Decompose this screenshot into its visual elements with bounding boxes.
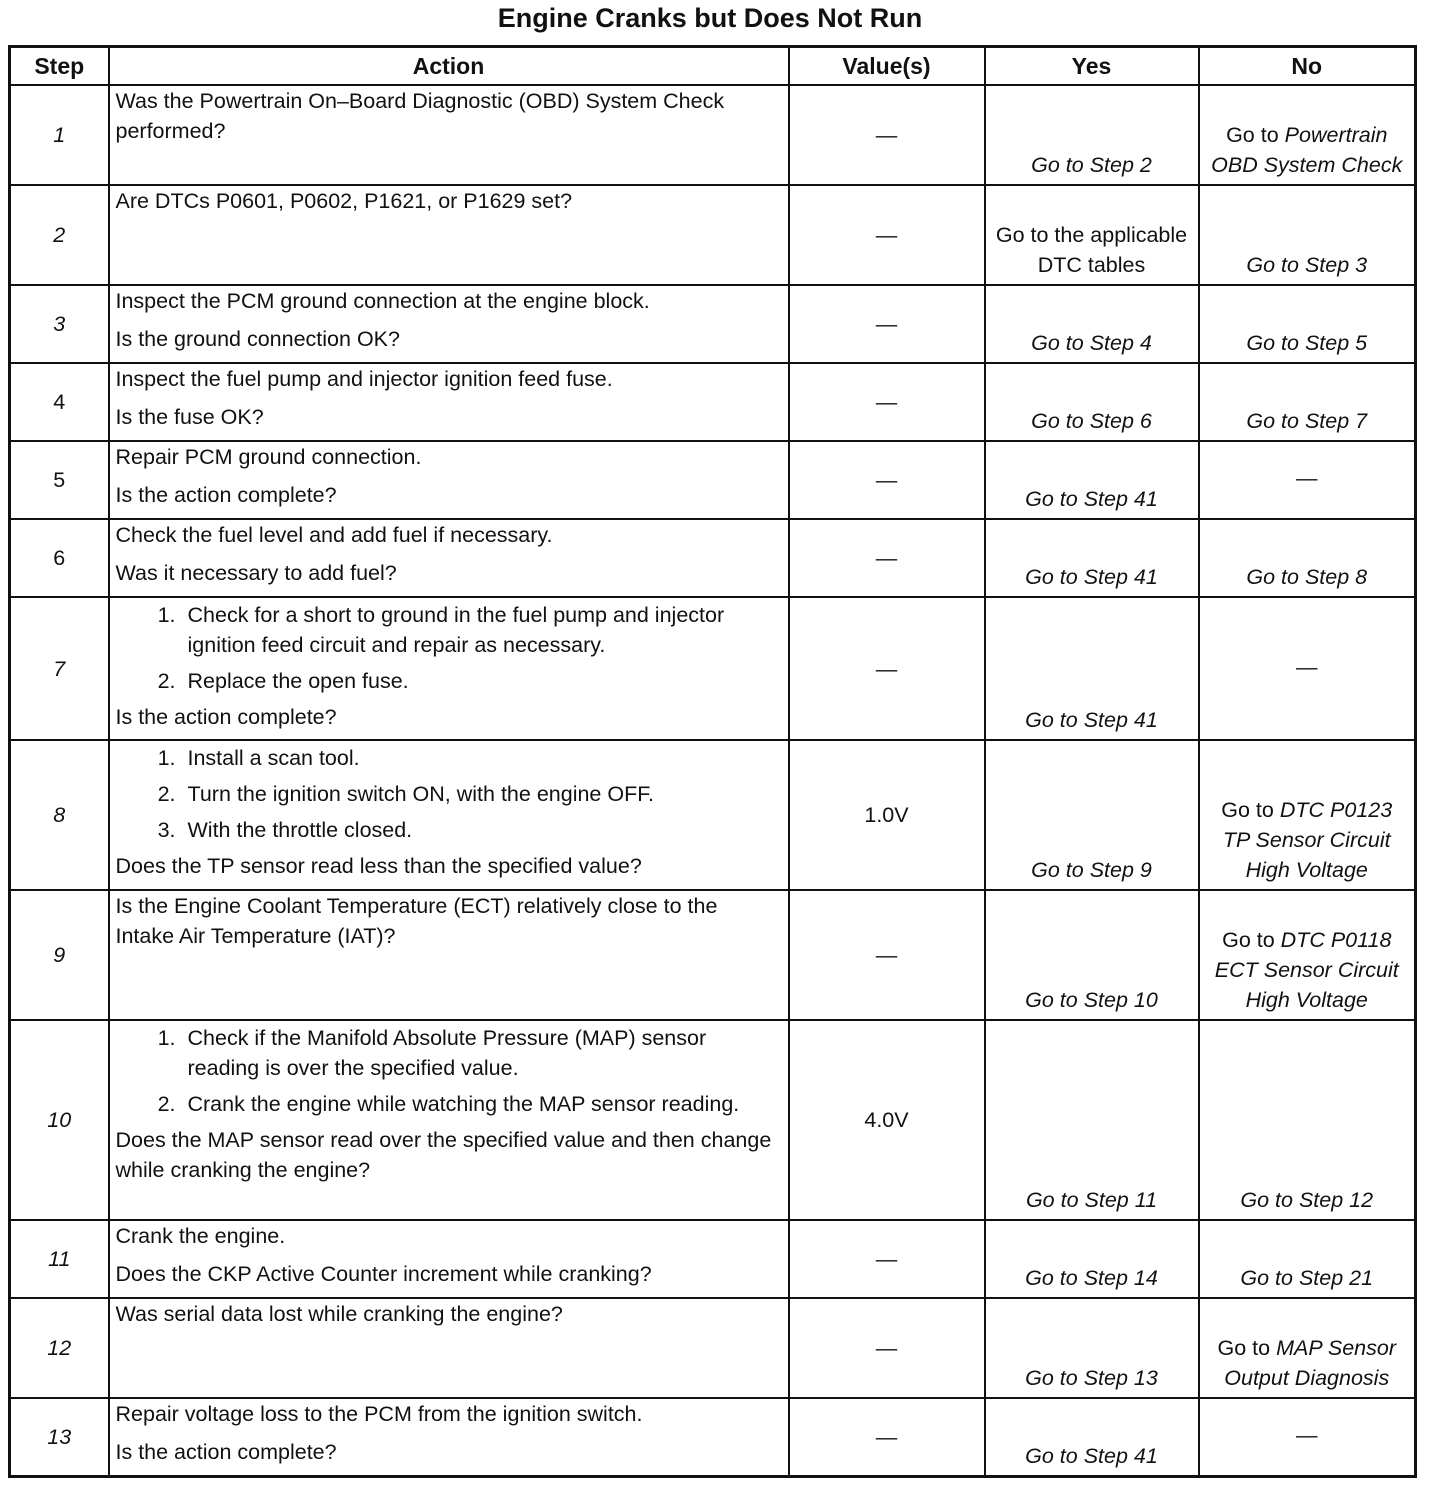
step-number: 3 <box>10 285 109 363</box>
action-question: Does the CKP Active Counter increment while cranking? <box>115 1262 652 1286</box>
list-item: 1. Install a scan tool. <box>182 743 782 773</box>
yes-cell: Go to Step 11 <box>985 1020 1199 1220</box>
action-instruction: Inspect the PCM ground connection at the engine block. <box>115 289 650 313</box>
value-cell: — <box>789 185 985 285</box>
value-cell: — <box>789 85 985 185</box>
step-number: 1 <box>10 85 109 185</box>
action-question: Is the Engine Coolant Temperature (ECT) relatively close to the Intake Air Temperature (IAT)? <box>115 894 718 948</box>
action-question: Does the TP sensor read less than the specified value? <box>115 854 642 878</box>
no-cell: Go to Step 12 <box>1199 1020 1416 1220</box>
header-row <box>10 47 1416 86</box>
action-question: Was the Powertrain On–Board Diagnostic (OBD) System Check performed? <box>115 89 725 143</box>
action-question: Was it necessary to add fuel? <box>115 561 397 585</box>
table-row <box>10 441 1416 519</box>
page-title: Engine Cranks but Does Not Run <box>497 3 923 33</box>
step-number: 9 <box>10 890 109 1020</box>
value-cell: — <box>789 285 985 363</box>
no-cell: Go to Step 21 <box>1199 1220 1416 1298</box>
no-prefix: Go to <box>1226 123 1279 147</box>
no-cell: — <box>1199 1398 1416 1476</box>
value-cell: — <box>789 890 985 1020</box>
header-action: Action <box>109 47 789 86</box>
no-cell: — <box>1199 597 1416 740</box>
step-number: 5 <box>10 441 109 519</box>
table-row <box>10 597 1416 740</box>
action-cell <box>109 185 789 285</box>
yes-cell: Go to Step 41 <box>985 519 1199 597</box>
value-cell: 4.0V <box>789 1020 985 1220</box>
no-target: DTC P0118 ECT Sensor Circuit High Voltage <box>1214 928 1399 1012</box>
action-question: Is the action complete? <box>115 1440 337 1464</box>
action-cell <box>109 1220 789 1298</box>
step-number: 10 <box>10 1020 109 1220</box>
header-step: Step <box>10 47 109 86</box>
list-item: 2. Crank the engine while watching the MAP sensor reading. <box>182 1089 782 1119</box>
table-row <box>10 1220 1416 1298</box>
no-cell: Go to Step 3 <box>1199 185 1416 285</box>
diagnostic-table <box>8 45 1417 1478</box>
action-cell <box>109 85 789 185</box>
value-cell: — <box>789 1398 985 1476</box>
yes-cell: Go to Step 4 <box>985 285 1199 363</box>
table-row <box>10 185 1416 285</box>
table-row <box>10 363 1416 441</box>
table-row <box>10 1298 1416 1398</box>
list-item: 1. Check for a short to ground in the fuel pump and injector ignition feed circuit and repair as necessary. <box>182 600 782 660</box>
value-cell: 1.0V <box>789 740 985 890</box>
no-target: Powertrain OBD System Check <box>1211 123 1403 177</box>
no-prefix: Go to <box>1217 1336 1271 1360</box>
action-instruction: Check the fuel level and add fuel if necessary. <box>115 523 553 547</box>
header-no: No <box>1199 47 1416 86</box>
list-item: 1. Check if the Manifold Absolute Pressure (MAP) sensor reading is over the specified value. <box>182 1023 782 1083</box>
value-cell: — <box>789 363 985 441</box>
no-cell: Go to Step 8 <box>1199 519 1416 597</box>
action-cell <box>109 441 789 519</box>
no-cell <box>1199 890 1416 1020</box>
action-instruction: Repair voltage loss to the PCM from the ignition switch. <box>115 1402 643 1426</box>
step-number: 12 <box>10 1298 109 1398</box>
no-cell: Go to Step 5 <box>1199 285 1416 363</box>
table-row <box>10 1398 1416 1476</box>
value-cell: — <box>789 597 985 740</box>
no-prefix: Go to <box>1221 798 1274 822</box>
step-number: 11 <box>10 1220 109 1298</box>
table-row <box>10 1020 1416 1220</box>
no-target: DTC P0123 TP Sensor Circuit High Voltage <box>1222 798 1393 882</box>
action-instruction: Repair PCM ground connection. <box>115 445 422 469</box>
table-row <box>10 85 1416 185</box>
action-instruction: Inspect the fuel pump and injector ignition feed fuse. <box>115 367 613 391</box>
action-instruction: Crank the engine. <box>115 1224 286 1248</box>
step-number: 6 <box>10 519 109 597</box>
action-cell <box>109 519 789 597</box>
action-cell <box>109 363 789 441</box>
yes-cell: Go to Step 41 <box>985 597 1199 740</box>
list-item: 2. Turn the ignition switch ON, with the engine OFF. <box>182 779 782 809</box>
yes-cell: Go to Step 9 <box>985 740 1199 890</box>
step-number: 8 <box>10 740 109 890</box>
action-question: Is the action complete? <box>115 483 337 507</box>
table-row <box>10 285 1416 363</box>
yes-cell: Go to Step 2 <box>985 85 1199 185</box>
no-cell <box>1199 740 1416 890</box>
table-row <box>10 890 1416 1020</box>
action-cell <box>109 740 789 890</box>
step-number: 7 <box>10 597 109 740</box>
table-row <box>10 740 1416 890</box>
action-question: Is the action complete? <box>115 705 337 729</box>
action-cell <box>109 285 789 363</box>
yes-cell: Go to Step 41 <box>985 441 1199 519</box>
action-question: Is the ground connection OK? <box>115 327 400 351</box>
action-question: Are DTCs P0601, P0602, P1621, or P1629 set? <box>115 189 573 213</box>
no-cell: Go to Step 7 <box>1199 363 1416 441</box>
header-yes: Yes <box>985 47 1199 86</box>
action-cell <box>109 1398 789 1476</box>
no-cell: — <box>1199 441 1416 519</box>
action-steps-list <box>116 1023 782 1119</box>
step-number: 2 <box>10 185 109 285</box>
action-steps-list <box>116 743 782 845</box>
list-item: 3. With the throttle closed. <box>182 815 782 845</box>
no-target: MAP Sensor Output Diagnosis <box>1224 1336 1396 1390</box>
no-cell <box>1199 85 1416 185</box>
step-number: 13 <box>10 1398 109 1476</box>
action-question: Was serial data lost while cranking the engine? <box>115 1302 563 1326</box>
no-cell <box>1199 1298 1416 1398</box>
value-cell: — <box>789 1220 985 1298</box>
action-question: Is the fuse OK? <box>115 405 264 429</box>
value-cell: — <box>789 441 985 519</box>
yes-cell: Go to Step 13 <box>985 1298 1199 1398</box>
no-prefix: Go to <box>1222 928 1275 952</box>
yes-cell: Go to Step 6 <box>985 363 1199 441</box>
yes-cell: Go to Step 10 <box>985 890 1199 1020</box>
action-cell <box>109 597 789 740</box>
action-cell <box>109 890 789 1020</box>
header-values: Value(s) <box>789 47 985 86</box>
action-steps-list <box>116 600 782 696</box>
list-item: 2. Replace the open fuse. <box>182 666 782 696</box>
yes-cell: Go to Step 14 <box>985 1220 1199 1298</box>
step-number: 4 <box>10 363 109 441</box>
action-cell <box>109 1298 789 1398</box>
value-cell: — <box>789 1298 985 1398</box>
table-row <box>10 519 1416 597</box>
action-cell <box>109 1020 789 1220</box>
yes-cell: Go to the applicable DTC tables <box>985 185 1199 285</box>
yes-cell: Go to Step 41 <box>985 1398 1199 1476</box>
action-question: Does the MAP sensor read over the specified value and then change while cranking the engine? <box>115 1128 772 1182</box>
value-cell: — <box>789 519 985 597</box>
